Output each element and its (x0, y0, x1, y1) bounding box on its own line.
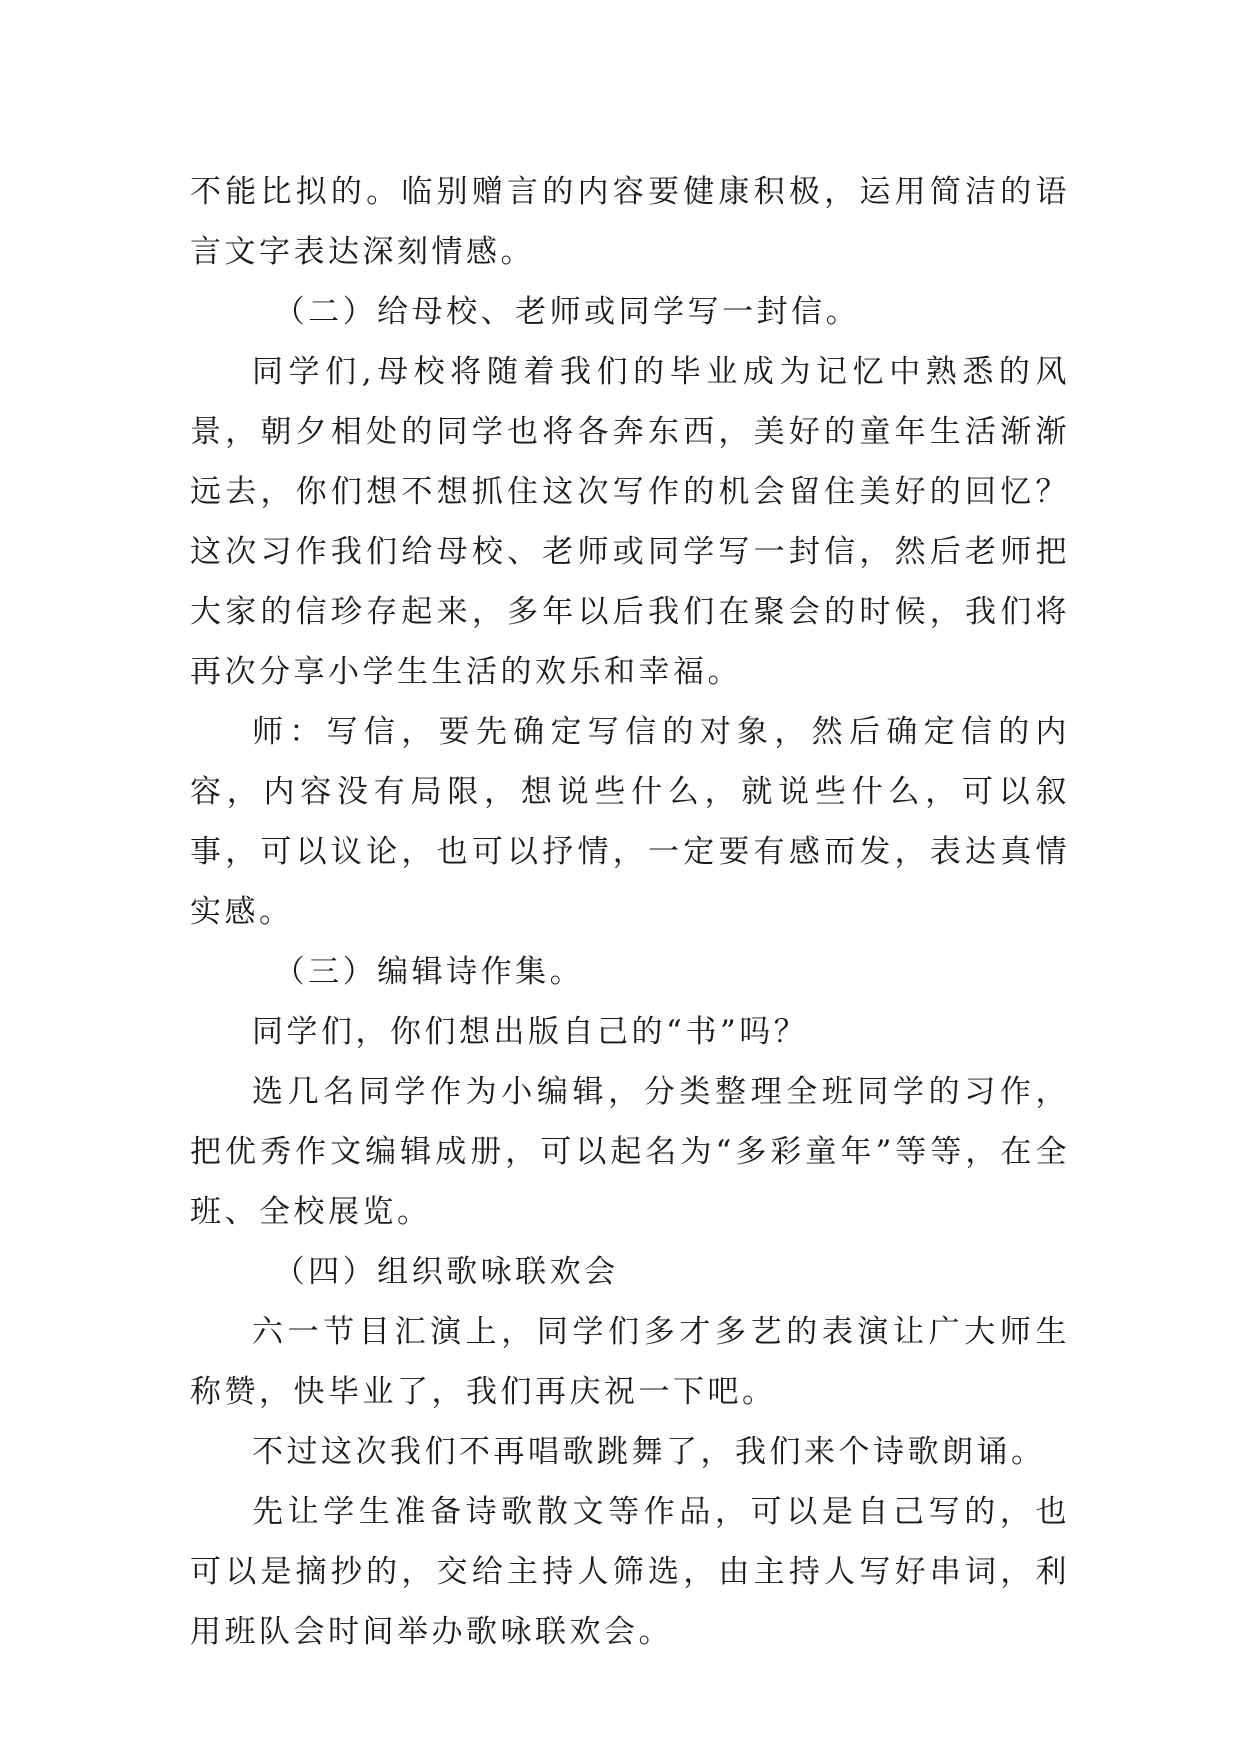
paragraph-poetry: 不过这次我们不再唱歌跳舞了，我们来个诗歌朗诵。 (252, 1434, 1046, 1470)
paragraph-book-question: 同学们，你们想出版自己的“书”吗？ (252, 1014, 809, 1050)
section-heading-2: （二）给母校、老师或同学写一封信。 (273, 294, 861, 330)
paragraph-editors: 选几名同学作为小编辑，分类整理全班同学的习作，把优秀作文编辑成册，可以起名为“多彩童年”等等，在全班、全校展览。 (190, 1074, 1070, 1230)
continuation-paragraph: 不能比拟的。临别赠言的内容要健康积极，运用简洁的语言文字表达深刻情感。 (190, 174, 1070, 270)
paragraph-performance: 六一节目汇演上，同学们多才多艺的表演让广大师生称赞，快毕业了，我们再庆祝一下吧。 (190, 1314, 1070, 1410)
body-text (190, 162, 1070, 1662)
section-heading-3: （三）编辑诗作集。 (273, 954, 585, 990)
paragraph-letter-intro: 同学们,母校将随着我们的毕业成为记忆中熟悉的风景，朝夕相处的同学也将各奔东西，美好的童年生活渐渐远去，你们想不想抓住这次写作的机会留住美好的回忆？这次习作我们给母校、老师或同学写一封信，然后老师把大家的信珍存起来，多年以后我们在聚会的时候，我们将再次分享小学生生活的欢乐和幸福。 (190, 354, 1070, 690)
paragraph-teacher-guidance: 师：写信，要先确定写信的对象，然后确定信的内容，内容没有局限，想说些什么，就说些什么，可以叙事，可以议论，也可以抒情，一定要有感而发，表达真情实感。 (190, 714, 1070, 930)
paragraph-preparation: 先让学生准备诗歌散文等作品，可以是自己写的，也可以是摘抄的，交给主持人筛选，由主持人写好串词，利用班队会时间举办歌咏联欢会。 (190, 1494, 1070, 1650)
section-heading-4: （四）组织歌咏联欢会 (273, 1254, 619, 1290)
